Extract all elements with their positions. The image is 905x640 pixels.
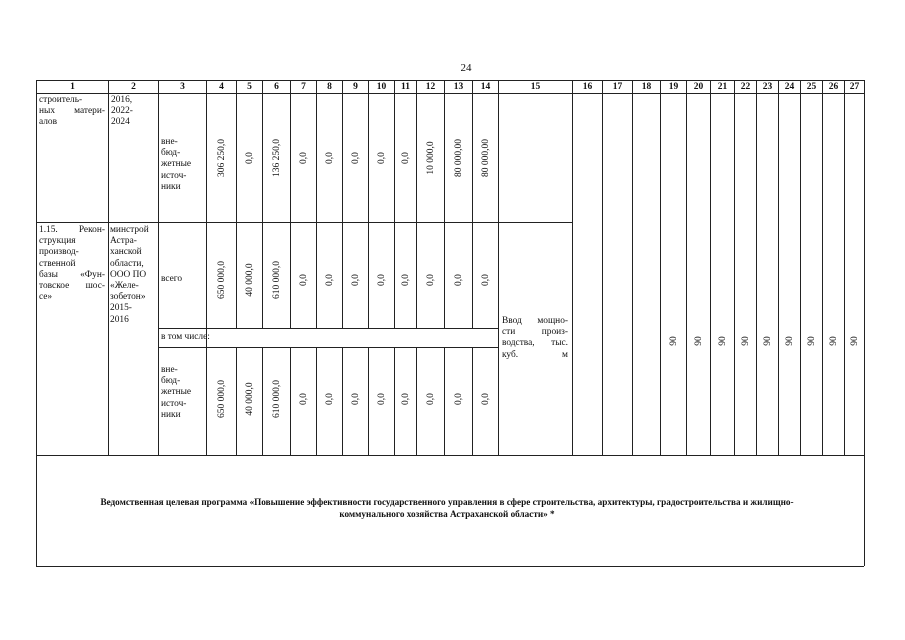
grid-line — [262, 94, 263, 328]
row-b-source-value: 0,0 — [454, 393, 464, 405]
page-number: 24 — [460, 62, 472, 74]
indicator-value: 90 — [785, 336, 795, 346]
grid-line — [778, 94, 779, 455]
row-a-value: 10 000,0 — [426, 141, 436, 175]
row-divider — [498, 222, 572, 223]
row-b-name-line: се» — [39, 292, 53, 303]
grid-line — [602, 94, 603, 455]
row-b-indicator-line: сти произ- — [502, 327, 568, 338]
row-b-source-value: 0,0 — [377, 393, 387, 405]
row-b-source-value: 0,0 — [426, 393, 436, 405]
row-a-period-line: 2022- — [111, 106, 133, 117]
row-b-total-value: 610 000,0 — [272, 261, 282, 299]
row-b-name-line: 1.15. Рекон- — [39, 225, 105, 235]
row-b-executor-line: Астра- — [110, 236, 137, 247]
grid-line — [342, 94, 343, 328]
row-a-value: 0,0 — [401, 152, 411, 164]
grid-line — [572, 94, 573, 455]
grid-line — [236, 94, 237, 328]
row-b-executor-line: «Желе- — [110, 281, 139, 292]
grid-line — [416, 94, 417, 328]
column-header: 6 — [262, 80, 290, 94]
row-divider — [158, 328, 498, 329]
including-label: в том числе: — [161, 332, 210, 342]
row-b-name — [39, 225, 105, 303]
grid-line — [368, 347, 369, 455]
column-header: 3 — [158, 80, 206, 94]
grid-line — [822, 94, 823, 455]
indicator-value: 90 — [694, 336, 704, 346]
row-b-executor-line: области, — [110, 258, 144, 269]
row-b-indicator — [502, 316, 568, 361]
column-header: 10 — [368, 80, 394, 94]
row-b-source-line: ники — [161, 409, 181, 420]
row-b-source-value: 0,0 — [325, 393, 335, 405]
row-a-source-line: вне- — [161, 137, 178, 147]
column-header: 18 — [632, 80, 660, 94]
row-b-total-value: 0,0 — [454, 274, 464, 286]
program-title-line-2: коммунального хозяйства Астраханской области» * — [339, 509, 555, 519]
grid-line — [206, 347, 207, 455]
row-a-value: 0,0 — [325, 152, 335, 164]
grid-line — [734, 94, 735, 455]
column-header: 15 — [498, 80, 572, 94]
grid-line — [498, 94, 499, 455]
grid-line — [710, 94, 711, 455]
indicator-value: 90 — [850, 336, 860, 346]
column-header: 26 — [822, 80, 844, 94]
row-b-source-value: 0,0 — [481, 393, 491, 405]
row-a-name-line: строитель- — [39, 95, 83, 105]
column-header: 20 — [686, 80, 710, 94]
row-b-source-value: 0,0 — [351, 393, 361, 405]
row-b-source-line: бюд- — [161, 376, 181, 387]
row-b-source — [161, 365, 203, 421]
grid-line — [686, 94, 687, 455]
row-b-executor-line: ханской — [110, 247, 142, 258]
column-header: 27 — [844, 80, 865, 94]
row-b-source-line: источ- — [161, 398, 187, 409]
row-a-value: 136 250,0 — [272, 139, 282, 177]
row-a-value: 80 000,00 — [481, 139, 491, 177]
grid-line — [290, 94, 291, 328]
grid-line — [800, 94, 801, 455]
grid-line — [394, 347, 395, 455]
row-b-source-value: 650 000,0 — [217, 380, 227, 418]
row-b-name-line: базы «Фун- — [39, 269, 105, 280]
indicator-value: 90 — [829, 336, 839, 346]
row-a-source — [161, 137, 203, 193]
row-b-total-value: 0,0 — [377, 274, 387, 286]
row-a-period-line: 2024 — [111, 117, 130, 128]
column-header: 8 — [316, 80, 342, 94]
row-b-total-value: 0,0 — [426, 274, 436, 286]
row-b-name-line: струкция — [39, 236, 76, 247]
grid-line — [632, 94, 633, 455]
row-a-source-line: бюд- — [161, 148, 181, 159]
row-b-source-value: 0,0 — [299, 393, 309, 405]
column-header: 11 — [394, 80, 416, 94]
grid-line — [368, 94, 369, 328]
column-header: 22 — [734, 80, 756, 94]
row-a-value: 0,0 — [377, 152, 387, 164]
grid-line — [472, 94, 473, 328]
indicator-value: 90 — [718, 336, 728, 346]
column-header: 9 — [342, 80, 368, 94]
indicator-value: 90 — [741, 336, 751, 346]
row-b-total-value: 40 000,0 — [245, 263, 255, 297]
row-a-value: 0,0 — [351, 152, 361, 164]
column-header: 12 — [416, 80, 444, 94]
column-header: 19 — [660, 80, 686, 94]
column-header: 4 — [206, 80, 236, 94]
row-a-value: 0,0 — [245, 152, 255, 164]
row-b-indicator-line: куб. м — [502, 349, 568, 360]
row-b-source-line: жетные — [161, 387, 192, 398]
row-b-executor-line: минстрой — [110, 225, 149, 235]
row-b-total-value: 0,0 — [481, 274, 491, 286]
program-title-line-1: Ведомственная целевая программа «Повышение эффективности государственного управления в сфере строительства, архитектуры, градостроительства и жилищно- — [100, 497, 794, 507]
row-b-name-line: товское шос- — [39, 281, 105, 292]
row-a-period-line: 2016, — [111, 95, 133, 105]
grid-line — [316, 347, 317, 455]
grid-line — [444, 347, 445, 455]
row-b-source-line: вне- — [161, 365, 178, 375]
row-b-executor-line: ООО ПО — [110, 269, 147, 280]
row-a-name — [39, 95, 105, 129]
grid-line — [290, 347, 291, 455]
row-a-period — [111, 95, 155, 129]
row-b-executor-line: 2015- — [110, 303, 132, 314]
grid-line — [342, 347, 343, 455]
column-header: 13 — [444, 80, 472, 94]
grid-line — [844, 94, 845, 455]
column-header: 2 — [108, 80, 158, 94]
row-a-name-line: алов — [39, 117, 58, 128]
grid-line — [262, 347, 263, 455]
column-header: 14 — [472, 80, 498, 94]
row-b-indicator-line: водства, тыс. — [502, 338, 568, 349]
row-divider — [158, 222, 498, 223]
column-header: 17 — [602, 80, 632, 94]
row-a-source-line: источ- — [161, 170, 187, 181]
row-b-indicator-line: Ввод мощно- — [502, 316, 568, 326]
grid-line — [472, 347, 473, 455]
column-header: 1 — [36, 80, 108, 94]
row-b-total-value: 0,0 — [325, 274, 335, 286]
row-a-source-line: ники — [161, 181, 181, 192]
column-header: 23 — [756, 80, 778, 94]
row-a-value: 306 250,0 — [217, 139, 227, 177]
row-divider — [158, 347, 498, 348]
row-a-value: 80 000,00 — [454, 139, 464, 177]
grid-line — [416, 347, 417, 455]
row-b-source-value: 40 000,0 — [245, 382, 255, 416]
grid-line — [108, 94, 109, 455]
row-b-total-value: 0,0 — [401, 274, 411, 286]
column-header: 16 — [572, 80, 602, 94]
grid-line — [756, 94, 757, 455]
row-b-total-value: 0,0 — [299, 274, 309, 286]
row-b-name-line: производ- — [39, 247, 79, 258]
total-label: всего — [161, 274, 183, 284]
grid-line — [158, 94, 159, 455]
row-b-source-value: 610 000,0 — [272, 380, 282, 418]
column-header: 7 — [290, 80, 316, 94]
grid-line — [394, 94, 395, 328]
grid-line — [316, 94, 317, 328]
row-a-value: 0,0 — [299, 152, 309, 164]
row-b-total-value: 650 000,0 — [217, 261, 227, 299]
table-bottom-border — [36, 566, 864, 567]
grid-line — [236, 347, 237, 455]
row-divider — [36, 222, 158, 223]
row-a-source-line: жетные — [161, 159, 192, 170]
table-right-border — [864, 94, 865, 566]
row-b-executor-line: зобетон» — [110, 292, 146, 303]
column-header: 24 — [778, 80, 800, 94]
indicator-value: 90 — [763, 336, 773, 346]
row-b-name-line: ственной — [39, 258, 76, 269]
row-a-name-line: ных матери- — [39, 106, 105, 117]
row-divider — [36, 455, 864, 456]
indicator-value: 90 — [669, 336, 679, 346]
row-b-source-value: 0,0 — [401, 393, 411, 405]
grid-line — [206, 94, 207, 328]
row-b-executor-line: 2016 — [110, 314, 129, 325]
row-b-executor — [110, 225, 156, 326]
indicator-value: 90 — [807, 336, 817, 346]
grid-line — [444, 94, 445, 328]
column-header: 25 — [800, 80, 822, 94]
column-header: 21 — [710, 80, 734, 94]
row-b-total-value: 0,0 — [351, 274, 361, 286]
grid-line — [660, 94, 661, 455]
program-title — [36, 496, 858, 520]
column-header: 5 — [236, 80, 262, 94]
